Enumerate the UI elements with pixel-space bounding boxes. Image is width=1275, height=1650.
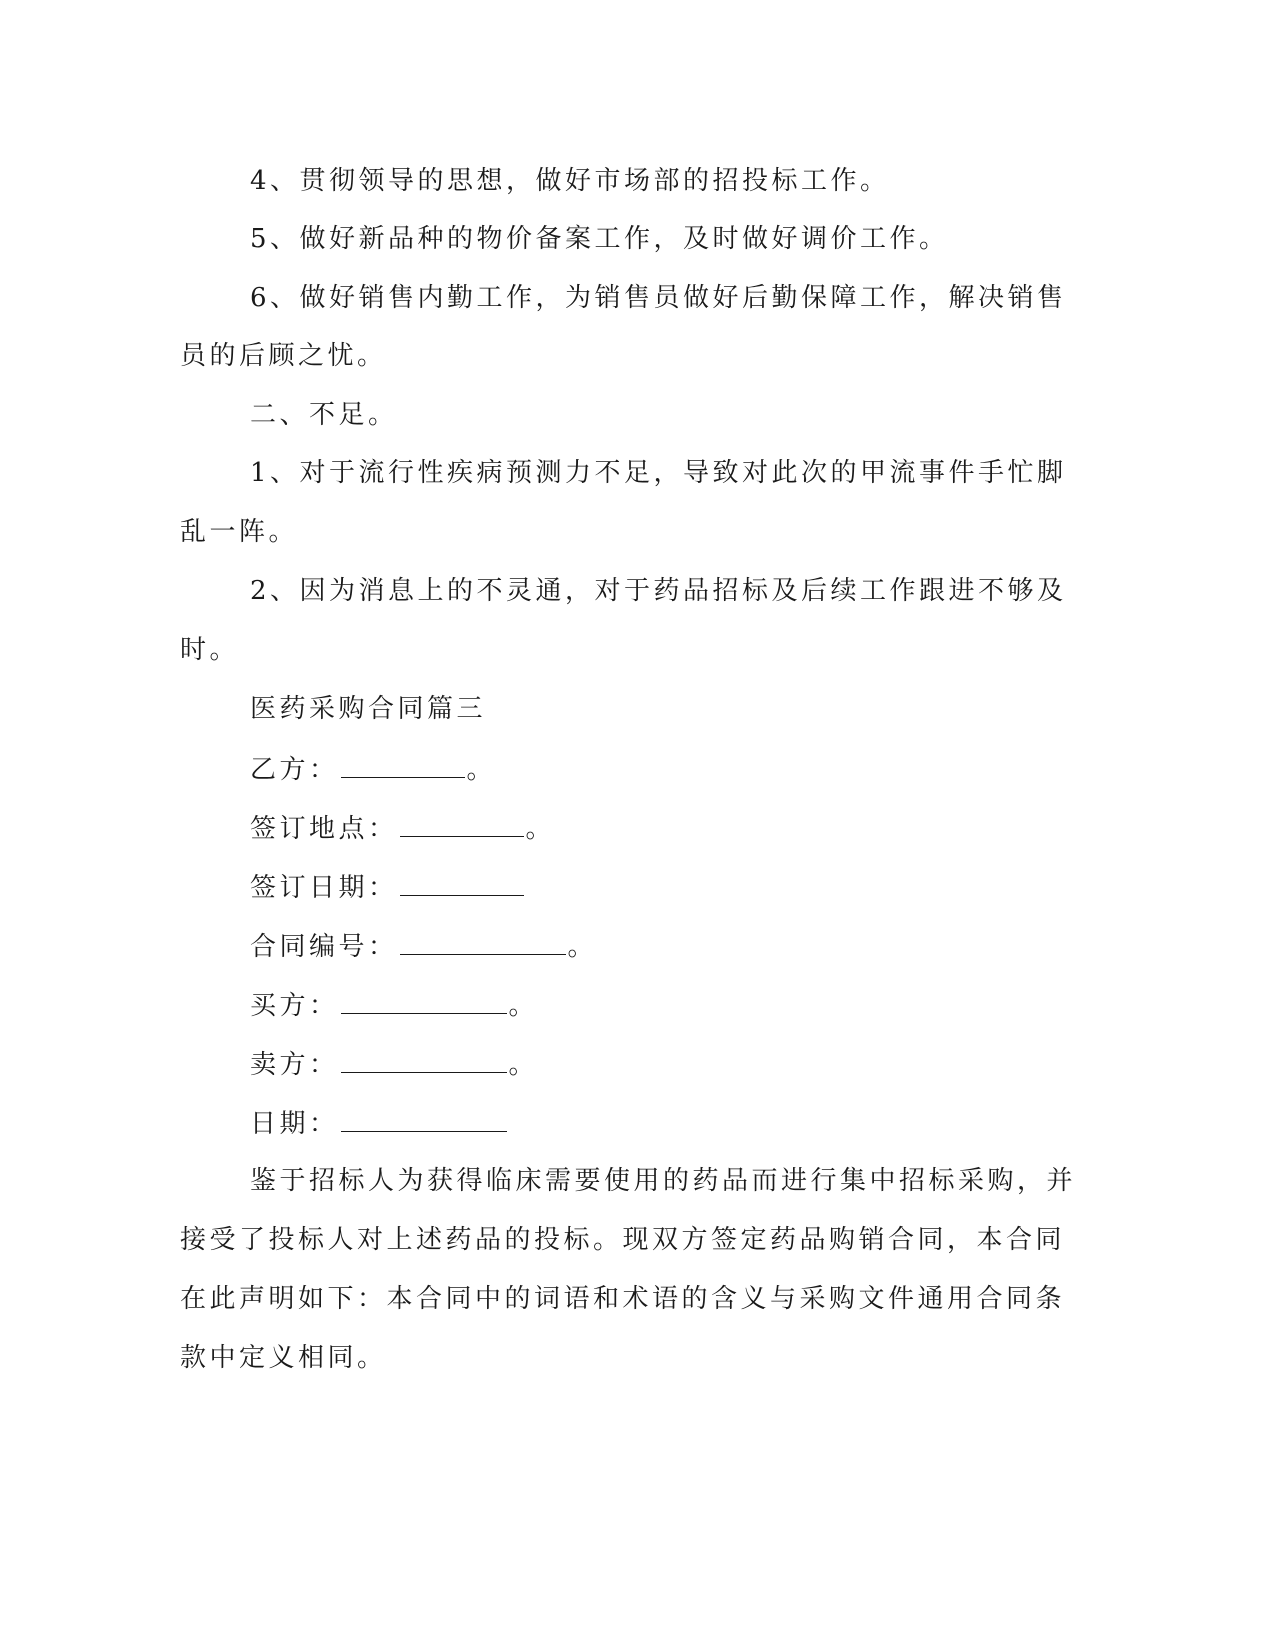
preamble-line-3: 在此声明如下：本合同中的词语和术语的含义与采购文件通用合同条: [180, 1284, 1066, 1314]
preamble-line-2: 接受了投标人对上述药品的投标。现双方签定药品购销合同，本合同: [180, 1225, 1066, 1255]
field-label: 乙方：: [250, 755, 339, 785]
paragraph-item-6-line-1: 6、做好销售内勤工作，为销售员做好后勤保障工作，解决销售: [250, 283, 1067, 313]
period-mark: 。: [508, 1050, 539, 1080]
field-label: 日期：: [250, 1109, 339, 1139]
period-mark: 。: [508, 991, 539, 1021]
period-mark: 。: [466, 755, 497, 785]
field-buyer: [250, 989, 538, 1021]
shortcoming-item-2-line-2: 时。: [180, 635, 240, 665]
fill-in-blank: [341, 989, 507, 1014]
section-heading-shortcomings: 二、不足。: [250, 400, 398, 430]
field-label: 买方：: [250, 991, 339, 1021]
paragraph-item-4: 4、贯彻领导的思想，做好市场部的招投标工作。: [250, 166, 890, 196]
field-label: 卖方：: [250, 1050, 339, 1080]
preamble-line-1: 鉴于招标人为获得临床需要使用的药品而进行集中招标采购，并: [250, 1166, 1077, 1196]
field-sign-place: [250, 812, 555, 844]
field-label: 签订日期：: [250, 873, 398, 903]
shortcoming-item-2-line-1: 2、因为消息上的不灵通，对于药品招标及后续工作跟进不够及: [250, 576, 1067, 606]
fill-in-blank: [341, 753, 465, 778]
paragraph-item-5: 5、做好新品种的物价备案工作，及时做好调价工作。: [250, 224, 949, 254]
period-mark: 。: [567, 932, 598, 962]
preamble-line-4: 款中定义相同。: [180, 1343, 387, 1373]
fill-in-blank: [341, 1107, 507, 1132]
field-date: [250, 1107, 509, 1139]
shortcoming-item-1-line-1: 1、对于流行性疾病预测力不足，导致对此次的甲流事件手忙脚: [250, 458, 1067, 488]
field-sign-date: [250, 871, 526, 903]
field-seller: [250, 1048, 538, 1080]
field-label: 签订地点：: [250, 814, 398, 844]
period-mark: 。: [525, 814, 556, 844]
contract-title: 医药采购合同篇三: [250, 694, 487, 724]
field-party-b: [250, 753, 496, 785]
paragraph-item-6-line-2: 员的后顾之忧。: [180, 341, 387, 371]
field-label: 合同编号：: [250, 932, 398, 962]
fill-in-blank: [400, 812, 524, 837]
fill-in-blank: [400, 930, 566, 955]
fill-in-blank: [400, 871, 524, 896]
shortcoming-item-1-line-2: 乱一阵。: [180, 517, 299, 547]
fill-in-blank: [341, 1048, 507, 1073]
field-contract-number: [250, 930, 597, 962]
